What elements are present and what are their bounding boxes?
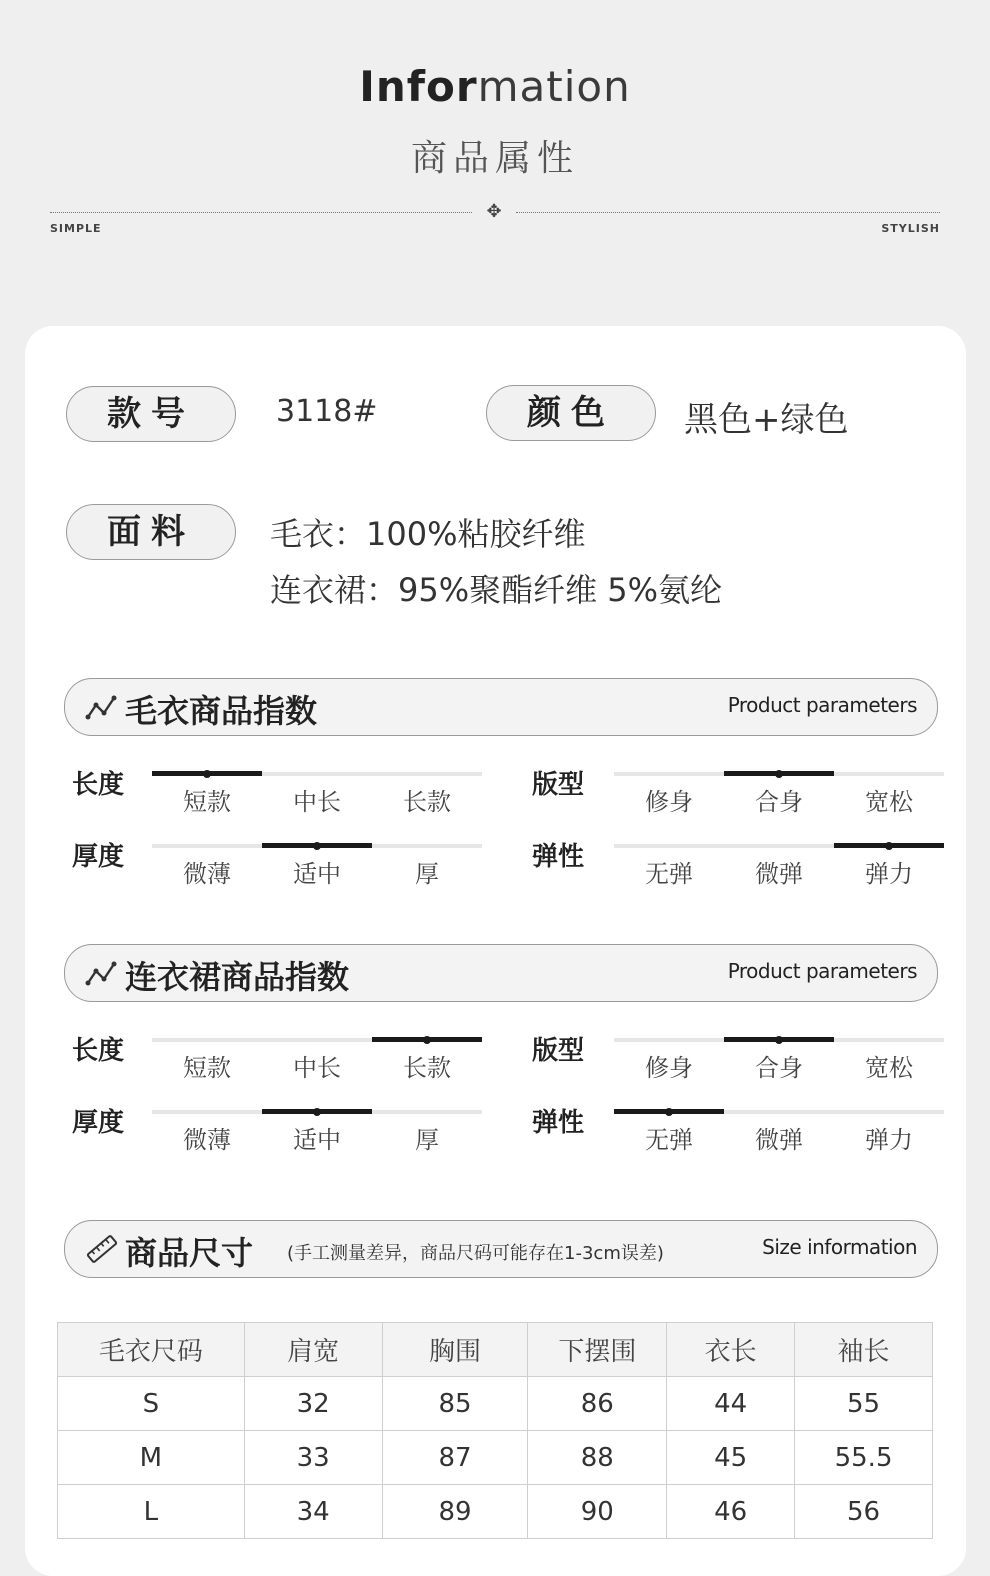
param-scale-track xyxy=(152,1110,482,1114)
cell-length: 46 xyxy=(667,1485,795,1539)
param-option: 短款 xyxy=(183,1054,231,1082)
header-hem: 下摆围 xyxy=(528,1323,667,1377)
dress-index-subtitle: Product parameters xyxy=(727,959,917,983)
cell-hem: 90 xyxy=(528,1485,667,1539)
style-number-value: 3118# xyxy=(276,394,378,429)
cell-shoulder: 34 xyxy=(244,1485,382,1539)
param-option: 短款 xyxy=(183,788,231,816)
header-length: 衣长 xyxy=(667,1323,795,1377)
param-option: 合身 xyxy=(755,788,803,816)
param-label: 厚度 xyxy=(72,842,125,872)
size-info-note: (手工测量差异，商品尺码可能存在1-3cm误差) xyxy=(287,1243,664,1264)
dress-index-header xyxy=(64,944,938,1002)
param-option: 弹力 xyxy=(865,860,913,888)
param-scale-track xyxy=(152,844,482,848)
cell-shoulder: 32 xyxy=(244,1377,382,1431)
divider-right xyxy=(516,212,940,213)
param-option: 合身 xyxy=(755,1054,803,1082)
size-table-header-row xyxy=(58,1323,933,1377)
title-english-light: mation xyxy=(477,62,631,111)
param-option: 厚 xyxy=(415,860,439,888)
param-scale-track xyxy=(614,844,944,848)
cell-length: 45 xyxy=(667,1431,795,1485)
param-option: 修身 xyxy=(645,788,693,816)
param-scale-marker xyxy=(885,842,893,850)
cell-shoulder: 33 xyxy=(244,1431,382,1485)
param-scale-marker xyxy=(313,1108,321,1116)
param-scale-marker xyxy=(423,1036,431,1044)
param-label: 版型 xyxy=(532,1036,585,1066)
param-label: 版型 xyxy=(532,770,585,800)
cell-hem: 88 xyxy=(528,1431,667,1485)
fabric-label: 面料 xyxy=(66,504,236,560)
fabric-composition xyxy=(270,506,722,618)
header-shoulder: 肩宽 xyxy=(244,1323,382,1377)
table-row xyxy=(58,1431,933,1485)
cell-hem: 86 xyxy=(528,1377,667,1431)
param-option: 无弹 xyxy=(645,860,693,888)
dress-index-title: 连衣裙商品指数 xyxy=(125,958,350,996)
size-info-header xyxy=(64,1220,938,1278)
cell-chest: 85 xyxy=(382,1377,528,1431)
trend-line-icon xyxy=(85,959,119,987)
ruler-icon xyxy=(85,1235,119,1263)
param-option: 微薄 xyxy=(183,860,231,888)
param-scale-marker xyxy=(203,770,211,778)
param-label: 厚度 xyxy=(72,1108,125,1138)
param-option: 厚 xyxy=(415,1126,439,1154)
table-row xyxy=(58,1377,933,1431)
size-info-title: 商品尺寸 xyxy=(125,1234,254,1272)
sweater-index-header xyxy=(64,678,938,736)
param-label: 弹性 xyxy=(532,1108,585,1138)
param-label: 长度 xyxy=(72,1036,125,1066)
param-scale-track xyxy=(614,772,944,776)
trend-line-icon xyxy=(85,693,119,721)
divider-left xyxy=(50,212,472,213)
color-value: 黑色+绿色 xyxy=(684,400,849,440)
size-info-subtitle: Size information xyxy=(762,1235,917,1259)
table-row xyxy=(58,1485,933,1539)
param-option: 微薄 xyxy=(183,1126,231,1154)
param-label: 弹性 xyxy=(532,842,585,872)
param-option: 修身 xyxy=(645,1054,693,1082)
cell-chest: 89 xyxy=(382,1485,528,1539)
move-cross-icon: ✥ xyxy=(486,201,502,222)
param-option: 长款 xyxy=(403,788,451,816)
cell-chest: 87 xyxy=(382,1431,528,1485)
param-option: 弹力 xyxy=(865,1126,913,1154)
cell-sleeve: 55 xyxy=(795,1377,933,1431)
tag-simple: SIMPLE xyxy=(50,222,102,235)
header-size: 毛衣尺码 xyxy=(58,1323,245,1377)
title-chinese: 商品属性 xyxy=(410,138,579,179)
param-scale-track xyxy=(152,772,482,776)
param-scale-track xyxy=(614,1110,944,1114)
param-scale-marker xyxy=(775,770,783,778)
header-sleeve: 袖长 xyxy=(795,1323,933,1377)
cell-size: S xyxy=(58,1377,245,1431)
param-option: 长款 xyxy=(403,1054,451,1082)
cell-sleeve: 56 xyxy=(795,1485,933,1539)
cell-length: 44 xyxy=(667,1377,795,1431)
sweater-index-title: 毛衣商品指数 xyxy=(125,692,318,730)
param-label: 长度 xyxy=(72,770,125,800)
page-header xyxy=(0,0,990,320)
fabric-line-dress: 连衣裙：95%聚酯纤维 5%氨纶 xyxy=(270,571,723,609)
param-scale-marker xyxy=(775,1036,783,1044)
tag-stylish: STYLISH xyxy=(881,222,940,235)
param-scale-track xyxy=(614,1038,944,1042)
param-scale-marker xyxy=(313,842,321,850)
param-option: 微弹 xyxy=(755,860,803,888)
param-option: 适中 xyxy=(293,860,341,888)
style-number-label: 款号 xyxy=(66,386,236,442)
fabric-line-sweater: 毛衣：100%粘胶纤维 xyxy=(270,515,586,553)
param-option: 中长 xyxy=(293,788,341,816)
cell-sleeve: 55.5 xyxy=(795,1431,933,1485)
title-english-bold: Infor xyxy=(359,62,478,111)
header-chest: 胸围 xyxy=(382,1323,528,1377)
sweater-index-subtitle: Product parameters xyxy=(727,693,917,717)
title-english xyxy=(0,62,990,111)
param-option: 适中 xyxy=(293,1126,341,1154)
cell-size: M xyxy=(58,1431,245,1485)
param-option: 宽松 xyxy=(865,1054,913,1082)
param-option: 无弹 xyxy=(645,1126,693,1154)
size-table xyxy=(57,1322,933,1539)
param-scale-marker xyxy=(665,1108,673,1116)
param-option: 中长 xyxy=(293,1054,341,1082)
color-label: 颜色 xyxy=(486,385,656,441)
param-option: 宽松 xyxy=(865,788,913,816)
param-option: 微弹 xyxy=(755,1126,803,1154)
cell-size: L xyxy=(58,1485,245,1539)
param-scale-track xyxy=(152,1038,482,1042)
